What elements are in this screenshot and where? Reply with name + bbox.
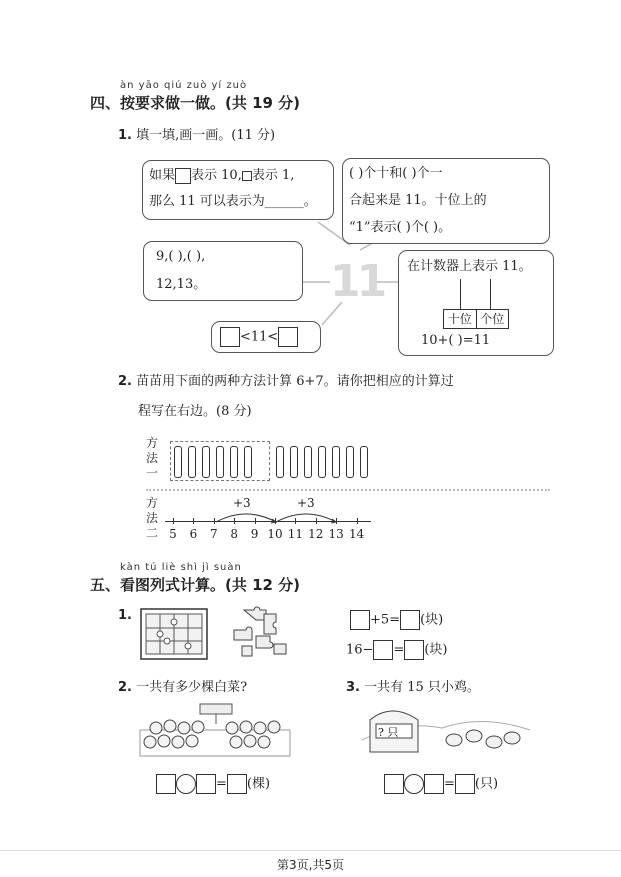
number-line-tick: [295, 518, 296, 524]
box1-text-c: 表示 1,: [251, 168, 295, 183]
center-number-11: 11: [330, 256, 384, 307]
eq-equals: =: [216, 776, 227, 792]
q2-line1: [118, 370, 454, 389]
unit-label: (只): [474, 776, 499, 792]
number-line-tick: [316, 518, 317, 524]
number-line-tick: [255, 518, 256, 524]
box3-line1: 9,( ),( ),: [156, 249, 206, 264]
number-line-tick: [214, 518, 215, 524]
counter-rod-tens: [460, 279, 461, 309]
section4-pinyin: àn yāo qiú zuò yí zuò: [120, 80, 248, 91]
box1-text-a: 如果: [149, 168, 176, 183]
number-line-tick: [336, 518, 337, 524]
answer-square[interactable]: [196, 774, 216, 794]
dotted-separator: [146, 489, 550, 491]
eq2-op1: 16−: [346, 642, 374, 658]
eq2-op2: =: [393, 642, 405, 658]
number-line-label: 10: [267, 527, 283, 541]
number-line-label: 8: [230, 527, 238, 541]
jump-label-2: +3: [297, 496, 315, 510]
counter-base: [443, 309, 509, 329]
s5-q1-number: 1.: [118, 608, 132, 623]
box-representation: [142, 160, 334, 220]
operator-circle[interactable]: [176, 774, 196, 794]
answer-square[interactable]: [455, 774, 475, 794]
small-square-icon: [242, 171, 252, 181]
box5-middle: <11<: [240, 329, 279, 345]
q2-number: 2.: [118, 374, 132, 389]
answer-square[interactable]: [227, 774, 247, 794]
q2-line2: 程写在右边。(8 分): [138, 404, 252, 419]
number-line-tick: [357, 518, 358, 524]
box-counter: [398, 250, 554, 356]
box-place-value: [342, 158, 550, 244]
stick: [332, 446, 340, 478]
counter-rod-ones: [490, 279, 491, 309]
number-line-label: 6: [189, 527, 198, 541]
s5-q2-equation: [156, 774, 270, 795]
s5-q2-text: 一共有多少棵白菜?: [136, 680, 248, 695]
stick: [346, 446, 354, 478]
footer-rule: [0, 850, 621, 851]
number-line-label: 11: [287, 527, 304, 541]
section5-title: 五、看图列式计算。(共 12 分): [90, 576, 301, 594]
unit-label: (棵): [246, 776, 271, 792]
stick: [244, 446, 252, 478]
answer-square[interactable]: [156, 774, 176, 794]
q2-text1: 苗苗用下面的两种方法计算 6+7。请你把相应的计算过: [136, 374, 454, 389]
answer-square[interactable]: [404, 640, 424, 660]
cabbage-field-image: [136, 700, 296, 762]
s5-q3-heading: [346, 676, 480, 695]
s5-q2-number: 2.: [118, 680, 132, 695]
box-inequality: [211, 321, 321, 353]
s5-q1-eq2: [346, 640, 448, 661]
s5-q3-text: 一共有 15 只小鸡。: [364, 680, 480, 695]
s5-q1-eq1: [350, 610, 443, 631]
section5-pinyin: kàn tú liè shì jì suàn: [120, 562, 242, 573]
counter-ones-label: 个位: [480, 312, 505, 326]
section4-title: 四、按要求做一做。(共 19 分): [90, 94, 301, 112]
stick: [216, 446, 224, 478]
number-line-tick: [234, 518, 235, 524]
box2-line1: ( )个十和( )个一: [349, 166, 443, 181]
stick: [174, 446, 182, 478]
square-symbol-icon: [175, 168, 191, 184]
number-line: [165, 512, 373, 544]
box4-equation: 10+( )=11: [421, 333, 491, 348]
eq-equals: =: [444, 776, 455, 792]
box1-line2: 那么 11 可以表示为______。: [149, 194, 317, 209]
number-line-label: 12: [308, 527, 324, 541]
box3-line2: 12,13。: [156, 277, 207, 292]
stick: [290, 446, 298, 478]
coop-label: ? 只: [378, 726, 399, 739]
method1-sticks: [166, 438, 376, 482]
number-line-tick: [275, 518, 276, 524]
eq1-op: +5=: [370, 612, 401, 628]
number-line-label: 13: [328, 527, 344, 541]
puzzle-frame-image: [140, 608, 208, 660]
number-line-label: 7: [209, 527, 218, 541]
method1-label: 方法一: [146, 436, 159, 480]
answer-square-left[interactable]: [220, 327, 240, 347]
s5-q3-equation: [384, 774, 498, 795]
box-sequence: [143, 241, 303, 301]
puzzle-pieces-image: [230, 606, 294, 660]
stick: [230, 446, 238, 478]
answer-square[interactable]: [350, 610, 370, 630]
box2-line2: 合起来是 11。十位上的: [349, 193, 487, 208]
box2-line3: “1”表示( )个( )。: [349, 220, 452, 235]
page-footer: 第3页,共5页: [276, 858, 345, 872]
counter-tens-label: 十位: [444, 310, 477, 328]
number-line-label: 5: [169, 527, 177, 541]
operator-circle[interactable]: [404, 774, 424, 794]
box1-text-b: 表示 10,: [191, 168, 242, 183]
number-line-label: 9: [250, 527, 259, 541]
jump-label-1: +3: [233, 496, 251, 510]
stick: [188, 446, 196, 478]
stick: [318, 446, 326, 478]
answer-square[interactable]: [373, 640, 393, 660]
answer-square-right[interactable]: [278, 327, 298, 347]
stick: [360, 446, 368, 478]
stick: [202, 446, 210, 478]
stick: [276, 446, 284, 478]
answer-square[interactable]: [400, 610, 420, 630]
number-line-tick: [173, 518, 174, 524]
answer-square[interactable]: [384, 774, 404, 794]
box4-title: 在计数器上表示 11。: [407, 259, 532, 274]
stick: [304, 446, 312, 478]
q1-number: 1.: [118, 128, 132, 143]
q1-text: 填一填,画一画。(11 分): [136, 128, 276, 143]
s5-q2-heading: [118, 676, 247, 695]
method2-label: 方法二: [146, 496, 159, 540]
eq1-unit: (块): [420, 612, 444, 628]
s5-q3-number: 3.: [346, 680, 360, 695]
number-line-tick: [193, 518, 194, 524]
number-line-label: 14: [348, 527, 365, 541]
eq2-unit: (块): [424, 642, 448, 658]
answer-square[interactable]: [424, 774, 444, 794]
